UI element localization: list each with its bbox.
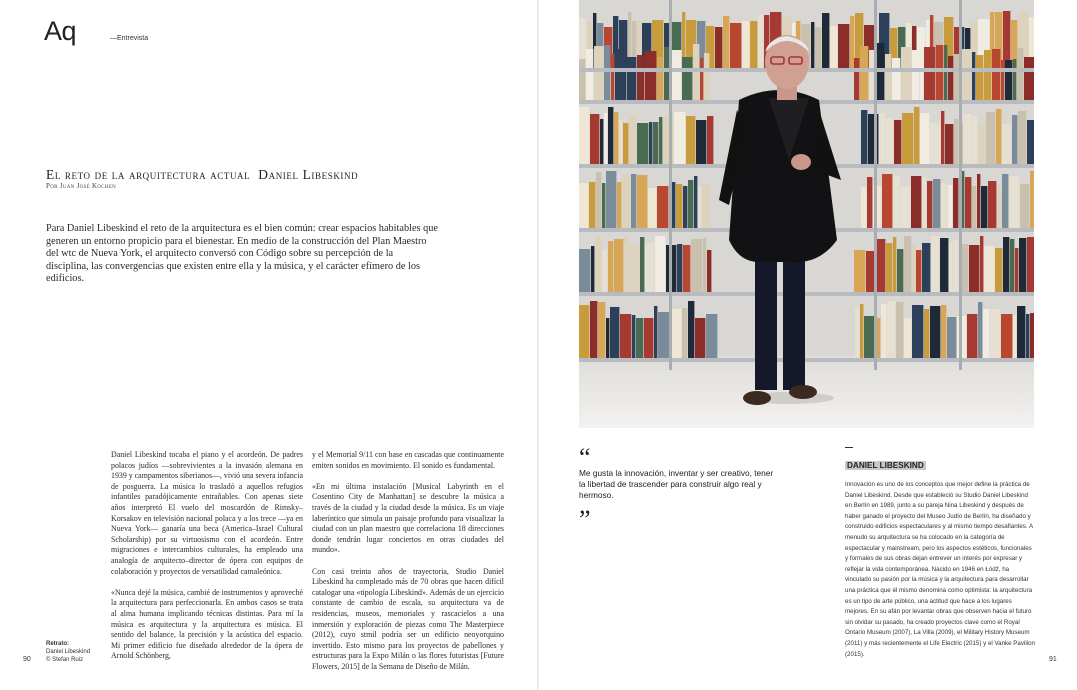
book-spine (978, 302, 982, 358)
book-spine (949, 242, 952, 292)
book-spine (901, 47, 911, 100)
book-spine (664, 47, 669, 100)
book-spine (602, 183, 605, 228)
book-spine (924, 309, 929, 358)
book-spine (723, 16, 729, 68)
pull-quote: Me gusta la innovación, inventar y ser creativo, tener la libertad de trascender para construir algo real y hermoso. (579, 468, 774, 500)
book-spine (940, 238, 948, 292)
book-spine (608, 107, 613, 164)
book-spine (866, 251, 875, 292)
book-spine (864, 316, 875, 358)
book-spine (986, 112, 995, 164)
shelf-board (579, 358, 1034, 362)
book-spine (886, 118, 893, 164)
book-spine (953, 240, 958, 292)
book-spine (877, 186, 881, 228)
quote-close-mark: ” (579, 505, 591, 534)
lede-paragraph: Para Daniel Libeskind el reto de la arquitectura es el bien común: crear espacios habitables que generen un entorno propicio para el bienestar. En medio de la construcción del Plan Maestro del wtc de Nueva York, el arquitecto conversó con Código sobre su percepción de la disciplina, las convergencias que existen entre ella y la música, y el carácter efímero de los edificios. (46, 223, 438, 284)
section-label: —Entrevista (110, 35, 149, 42)
book-spine (688, 301, 694, 358)
book-spine (996, 109, 1001, 164)
book-spine (963, 114, 971, 164)
book-spine (696, 120, 706, 164)
book-spine (1003, 11, 1010, 68)
book-spine (619, 120, 622, 164)
book-spine (885, 54, 891, 100)
book-spine (983, 309, 989, 358)
book-spine (941, 305, 946, 358)
book-spine (988, 181, 996, 228)
book-spine (990, 309, 1000, 358)
shelf-post (959, 0, 962, 370)
book-spine (1001, 314, 1012, 358)
book-spine (995, 248, 1002, 292)
book-spine (604, 45, 610, 100)
book-spine (855, 308, 859, 358)
book-spine (649, 122, 652, 164)
book-spine (715, 27, 722, 68)
book-spine (901, 186, 910, 228)
book-spine (1009, 176, 1019, 228)
book-spine (627, 57, 636, 100)
byline: Por Juan José Kochen (46, 182, 117, 190)
book-spine (947, 317, 956, 358)
book-spine (637, 55, 644, 100)
book-spine (882, 174, 892, 228)
book-spine (606, 318, 609, 358)
book-spine (930, 306, 940, 358)
book-spine (830, 26, 837, 68)
book-spine (876, 239, 885, 292)
book-spine (644, 318, 653, 358)
book-spine (640, 237, 644, 292)
book-spine (1005, 60, 1012, 100)
book-spine (822, 13, 829, 68)
book-spine (636, 318, 643, 358)
book-spine (1013, 59, 1016, 100)
book-spine (941, 183, 947, 228)
left-page (0, 0, 538, 690)
book-spine (706, 314, 717, 358)
book-spine (914, 107, 919, 164)
credit-photographer: © Stefan Ruiz (46, 657, 84, 663)
book-spine (920, 113, 929, 164)
book-spine (645, 243, 654, 292)
book-spine (602, 250, 607, 292)
book-spine (1026, 314, 1029, 358)
book-spine (614, 239, 623, 292)
book-spine (1003, 237, 1009, 292)
book-spine (730, 23, 741, 68)
book-spine (629, 115, 636, 164)
book-spine (927, 181, 932, 228)
book-spine (969, 245, 979, 292)
magazine-logo: Aq (44, 16, 77, 46)
book-spine (861, 187, 866, 228)
book-spine (742, 21, 749, 68)
page-number-right: 91 (1049, 656, 1057, 663)
book-spine (1024, 57, 1034, 100)
book-spine (902, 113, 913, 164)
book-spine (632, 315, 635, 358)
book-spine (892, 58, 900, 100)
book-spine (887, 301, 895, 358)
book-spine (1020, 184, 1029, 228)
book-spine (590, 114, 599, 164)
book-spine (657, 186, 668, 228)
book-spine (936, 45, 943, 100)
book-spine (924, 47, 935, 100)
book-spine (620, 314, 631, 358)
book-spine (941, 111, 944, 164)
book-spine (707, 116, 713, 164)
book-spine (953, 178, 958, 228)
book-spine (869, 50, 874, 100)
book-spine (579, 59, 585, 100)
book-spine (978, 124, 985, 164)
book-spine (967, 314, 977, 358)
book-spine (579, 249, 590, 292)
book-spine (912, 245, 915, 292)
book-spine (965, 177, 971, 228)
book-spine (893, 176, 900, 228)
book-spine (615, 49, 626, 100)
book-spine (683, 186, 687, 228)
book-spine (695, 318, 705, 358)
book-spine (894, 120, 901, 164)
body-paragraph: Daniel Libeskind tocaba el piano y el acordeón. De padres polacos judíos —sobrevivientes a la invasión alemana en 1939 y campamentos siberianos—, vivió una severa infancia de posguerra. La música lo trasladó a aquellos refugios infantiles paradójicamente entrañables. Con apenas siete años interpretó El vuelo del moscardón de Rimsky–Korsakov en televisión nacional polaca y a los trece —ya en Nueva York— ganaría una beca (America–Israel Cultural Scholarship) por su virtuosismo con el acordeón. Entre migraciones e intercambios culturales, ha empleado una analogía de arquitecto–director de ópera con equipos de colaboración y proyectos de versatilidad camaleónica. (111, 450, 303, 576)
book-spine (579, 183, 588, 228)
bookshelf-portrait-illustration (579, 0, 1034, 428)
book-spine (683, 245, 690, 292)
book-spine (930, 123, 940, 164)
book-spine (893, 237, 896, 292)
book-spine (596, 172, 601, 228)
book-spine (655, 236, 665, 292)
book-spine (606, 171, 616, 228)
body-paragraph: y el Memorial 9/11 con base en cascadas que continuamente emiten sonidos en movimiento. El sonido es fundamental. (312, 450, 504, 470)
book-spine (1012, 115, 1017, 164)
quote-open-mark: “ (579, 443, 591, 472)
body-paragraph: Con casi treinta años de trayectoria, Studio Daniel Libeskind ha completado más de 70 obras que hacen difícil catalogar una «tipología Libeskind». Además de un ejercicio constante de cambio de escala, su arquitectura va de residencias, museos, memoriales y rascacielos a una inmersión y exploración de piezas como The Masterpiece (2012), cuyo stmil podría ser un edificio neoyorquino invertido. Esto mismo para los proyectos de pabellones y estructuras para la Expo Milán o las flores futuristas [Future Flowers, 2015] de la Semana de Diseño de Milán. (312, 566, 504, 671)
book-spine (881, 304, 886, 358)
book-spine (980, 236, 983, 292)
book-spine (997, 185, 1001, 228)
credit-subject: Daniel Libeskind (46, 649, 91, 655)
book-spine (811, 22, 814, 68)
book-spine (984, 246, 994, 292)
book-spine (976, 55, 983, 100)
book-spine (850, 16, 854, 68)
book-spine (972, 186, 976, 228)
article-lede (46, 223, 438, 286)
body-column-1 (111, 450, 303, 672)
book-spine (912, 50, 919, 100)
shelf-post (874, 0, 877, 370)
book-spine (703, 238, 706, 292)
book-spine (623, 123, 628, 164)
body-paragraph: «En mi última instalación [Musical Labyrinth en el Cosentino City de Manhattan] se descubre la música a través de la ciudad y la ciudad desde la música. Es un viaje laberíntico que simula un paisaje profundo para visualizar la ciudad con un plan maestro que correlaciona 18 direcciones donde tendrán lugar conciertos en otras ciudades del mundo». (312, 481, 504, 555)
book-spine (704, 53, 709, 100)
book-spine (637, 175, 647, 228)
bio-divider (845, 447, 853, 448)
book-spine (610, 307, 619, 358)
book-spine (589, 182, 595, 228)
bio-text: Innovación es uno de los conceptos que mejor define la práctica de Daniel Libeskind. Desde que estableció su Studio Daniel Libeskind en Berlín en 1989, junto a su pareja Nina Libeskind y después de haber ganado el proyecto del Museo Judío de Berlín, ha diseñado y construido edificios espectaculares y al mismo tiempo desafiantes. A menudo su arquitectura se ha colocado en la categoría de espectacular y mainstream, pero los aspectos estéticos, funcionales y formales de sus obras dejan entrever un interés por expresar y reflejar la vida contemporánea. Nacido en 1946 en Łódź, ha vinculado su pasión por la música y la arquitectura para desarrollar una práctica que él mismo denomina como optimista: la arquitectura es un tipo de arte público, una actitud que hace a los lugares mejores. En su afán por levantar obras que observen hacia el futuro sin olvidar su pasado, ha creado proyectos clave como el Royal Ontario Museum (2007), La Villa (2009), el Military History Museum (2011) y más recientemente el Life Electric (2015) y el Vanke Pavilion (2015). (845, 481, 1035, 658)
portrait-photo (579, 0, 1034, 428)
book-spine (911, 176, 921, 228)
book-spine (1002, 174, 1008, 228)
book-spine (686, 116, 695, 164)
book-spine (977, 174, 980, 228)
book-spine (944, 45, 947, 100)
book-spine (948, 185, 952, 228)
book-spine (694, 176, 697, 228)
shelf-post (669, 0, 672, 370)
book-spine (594, 46, 603, 100)
book-spine (591, 246, 594, 292)
book-spine (945, 124, 953, 164)
book-spine (658, 312, 669, 358)
book-spine (916, 250, 921, 292)
body-column-2 (312, 450, 504, 683)
book-spine (1019, 238, 1026, 292)
book-spine (854, 250, 865, 292)
book-spine (700, 58, 703, 100)
book-spine (614, 112, 618, 164)
book-spine (948, 56, 953, 100)
book-spine (654, 306, 657, 358)
book-spine (659, 117, 662, 164)
book-spine (854, 58, 859, 100)
book-spine (657, 57, 663, 100)
book-spine (867, 177, 872, 228)
book-spine (920, 58, 923, 100)
book-spine (1017, 48, 1023, 100)
book-spine (1001, 60, 1004, 100)
article-title-name: Daniel Libeskind (258, 167, 359, 182)
book-spine (676, 184, 682, 228)
page-number-left: 90 (23, 656, 31, 663)
book-spine (645, 51, 656, 100)
book-spine (992, 49, 1000, 100)
book-spine (896, 302, 903, 358)
book-spine (1015, 248, 1018, 292)
book-spine (922, 243, 930, 292)
book-spine (595, 237, 601, 292)
bio-name: DANIEL LIBESKIND (847, 461, 924, 470)
book-spine (879, 113, 885, 164)
photo-credit (46, 640, 90, 664)
book-spine (1030, 171, 1034, 228)
book-spine (838, 24, 849, 68)
book-spine (1027, 237, 1034, 292)
book-spine (897, 249, 903, 292)
book-spine (579, 305, 589, 358)
book-spine (1002, 124, 1011, 164)
book-spine (758, 15, 763, 68)
book-spine (648, 188, 656, 228)
book-spine (984, 50, 991, 100)
book-spine (1030, 313, 1034, 358)
book-spine (590, 301, 597, 358)
book-spine (629, 245, 639, 292)
book-spine (860, 46, 868, 100)
book-spine (954, 119, 958, 164)
article-title (46, 167, 358, 183)
shelf-board (579, 292, 1034, 296)
book-spine (682, 57, 692, 100)
book-spine (600, 119, 603, 164)
book-spine (677, 244, 682, 292)
book-spine (579, 107, 589, 164)
book-spine (1027, 120, 1034, 164)
book-spine (931, 236, 939, 292)
book-spine (702, 183, 710, 228)
book-spine (691, 239, 702, 292)
book-spine (860, 304, 863, 358)
book-spine (1017, 306, 1025, 358)
book-spine (586, 49, 593, 100)
book-spine (698, 186, 701, 228)
book-spine (1010, 239, 1014, 292)
book-spine (972, 116, 977, 164)
book-spine (688, 180, 693, 228)
book-spine (617, 182, 621, 228)
book-spine (611, 54, 614, 100)
book-spine (674, 112, 685, 164)
book-spine (750, 21, 757, 68)
book-spine (904, 318, 911, 358)
book-spine (922, 177, 926, 228)
credit-label: Retrato: (46, 641, 70, 647)
book-spine (622, 174, 630, 228)
book-spine (912, 305, 923, 358)
book-spine (624, 237, 628, 292)
book-spine (608, 241, 613, 292)
book-spine (981, 186, 987, 228)
right-page (539, 0, 1077, 690)
book-spine (637, 123, 648, 164)
book-spine (598, 302, 605, 358)
book-spine (631, 174, 636, 228)
book-spine (1018, 111, 1026, 164)
book-spine (886, 243, 892, 292)
book-spine (707, 250, 711, 292)
book-spine (682, 308, 687, 358)
book-spine (972, 52, 975, 100)
article-title-main: El reto de la arquitectura actual (46, 167, 251, 182)
body-paragraph: «Nunca dejé la música, cambié de instrumentos y aproveché la arquitectura para perfeccionarla. En ambos casos se trata al alma humana implicando técnicas distintas. Para mí la música es arquitectura y la arquitectura es música. El sentido del balance, la precisión y la acústica del espacio. Mi primer edificio fue diseñado alrededor de la ópera de Arnold Schönberg, (111, 587, 303, 661)
book-spine (904, 236, 911, 292)
book-spine (861, 110, 867, 164)
book-spine (653, 122, 658, 164)
book-spine (604, 113, 607, 164)
book-spine (815, 27, 821, 68)
book-spine (933, 179, 940, 228)
book-spine (961, 49, 971, 100)
book-spine (1013, 315, 1016, 358)
